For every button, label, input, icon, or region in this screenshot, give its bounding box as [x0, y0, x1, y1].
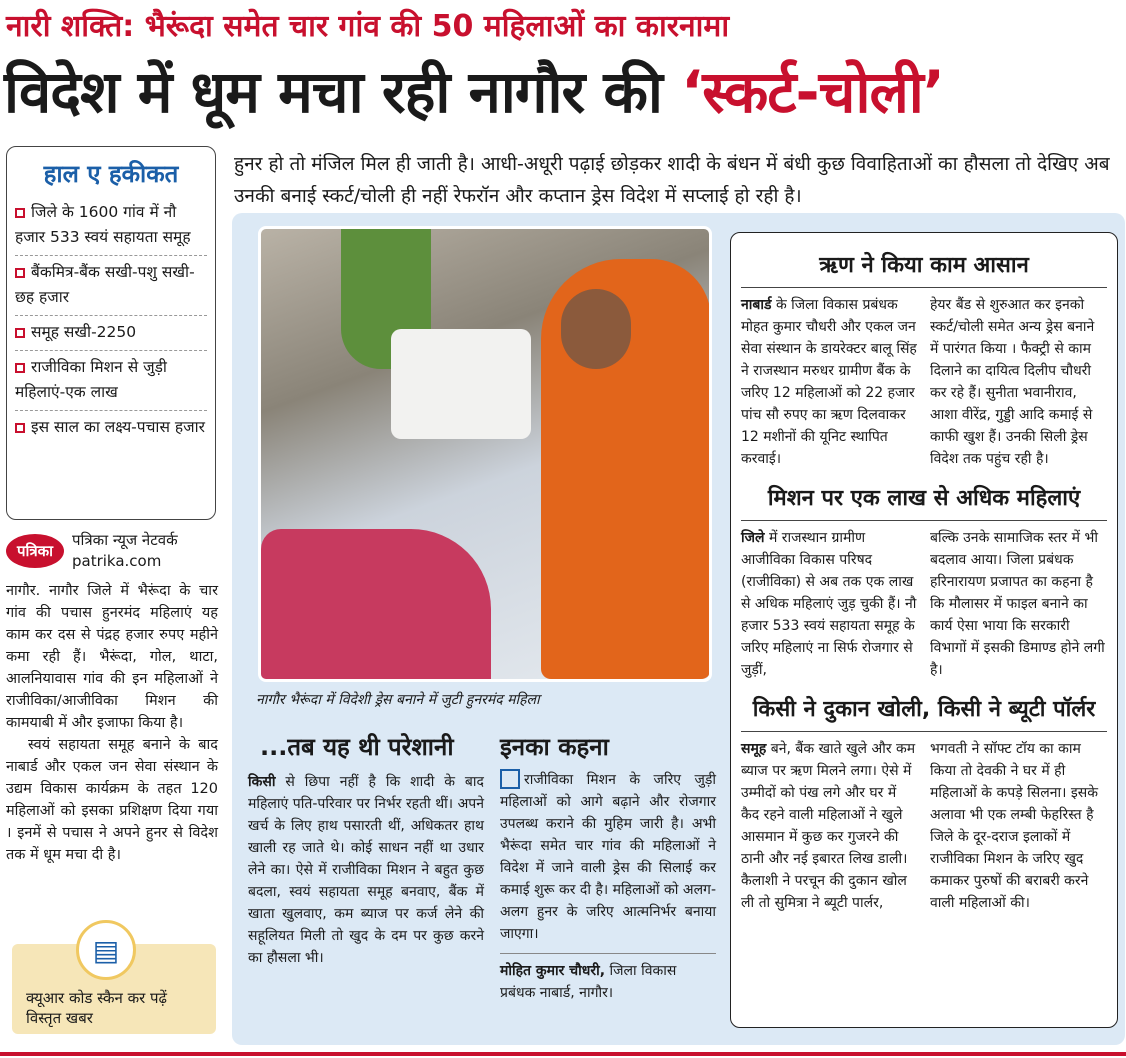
section-body — [741, 294, 1107, 470]
section-title: ऋण ने किया काम आसान — [741, 241, 1107, 288]
quote-column — [500, 730, 716, 1004]
newspaper-icon: ▤ — [76, 920, 136, 980]
section-body — [741, 738, 1107, 914]
square-bullet-icon — [15, 268, 25, 278]
bottom-rule — [0, 1052, 1126, 1056]
section-title: किसी ने दुकान खोली, किसी ने ब्यूटी पॉर्लर — [741, 689, 1107, 732]
section-col-1: समूह बने, बैंक खाते खुले और कम ब्याज पर ऋण मिलने लगा। ऐसे में उम्मीदों को पंख लगे और घर में कैद रहने वाली महिलाओं ने खुले आसमान में कुछ कर गुजरने की ठानी और नई इबारत लिख डाली। कैलाशी ने परचून की दुकान खोल ली तो सुमित्रा ने ब्यूटी पार्लर, — [741, 741, 916, 911]
section-col-2: भगवती ने सॉफ्ट टॉय का काम किया तो देवकी ने घर में ही महिलाओं के कपड़े सिलना। इसके अलावा भी एक लम्बी फेहरिस्त है जिले के दूर-दराज इलाकों में राजीविका मिशन के जरिए खुद कमाकर पुरुषों की बराबरी करने वाली महिलाओं की। — [930, 741, 1098, 911]
body-paragraph: स्वयं सहायता समूह बनाने के बाद नाबार्ड और एकल जन सेवा संस्थान के उद्यम विकास कार्यक्रम के तहत 120 महिलाओं को इसका प्रशिक्षण दिया गया । इनमें से पचास ने अपने हुनर से विदेश तक में धूम मचा दी है। — [6, 737, 218, 863]
kicker — [6, 4, 1120, 44]
kicker-label: नारी शक्ति: — [6, 9, 135, 44]
fact-item: इस साल का लक्ष्य-पचास हजार — [15, 411, 207, 445]
story-photo — [258, 226, 712, 682]
qr-box[interactable] — [12, 933, 216, 1034]
brand-name: पत्रिका न्यूज नेटवर्क — [72, 531, 178, 549]
quote-text: राजीविका मिशन के जरिए जुड़ी महिलाओं को आगे बढ़ाने और रोजगार उपलब्ध कराने की मुहिम जारी है। अभी भैरूंदा समेत चार गांव की महिलाओं ने विदेश में जाने वाली ड्रेस की सिलाई कर कमाई शुरू कर दी है। महिलाओं को अलग-अलग हुनर के जरिए आत्मनिर्भर बनाया जाएगा। — [500, 769, 716, 945]
quote-title: इनका कहना — [500, 733, 609, 761]
problem-column — [248, 730, 484, 969]
section-col-2: बल्कि उनके सामाजिक स्तर में भी बदलाव आया। जिला प्रबंधक हरिनारायण प्रजापत का कहना है कि मौलासर में फाइल बनाने का कार्य ऐसा भाया कि सरकारी विभागों में इसकी डिमाण्ड होने लगी है। — [930, 530, 1105, 678]
quote-byline: मोहित कुमार चौधरी, जिला विकास प्रबंधक नाबार्ड, नागौर। — [500, 953, 716, 1004]
headline — [4, 50, 1122, 140]
headline-highlight: ‘स्कर्ट-चोली’ — [681, 58, 944, 126]
section-title: मिशन पर एक लाख से अधिक महिलाएं — [741, 478, 1107, 521]
problem-text: किसी से छिपा नहीं है कि शादी के बाद महिलाएं पति-परिवार पर निर्भर रहती थीं। अपने खर्च के लिए हाथ पसारती थीं, अधिकतर हाथ खाली रह जाते थे। कोई साधन नहीं था उधार लेने का। ऐसे में राजीविका मिशन ने बहुत कुछ बदला, स्वयं सहायता समूह बनवाए, बैंक में खाता खुलवाए, कम ब्याज पर कर्ज लेने की सहूलियत मिली तो खुद के दम पर कुछ करने का हौसला भी। — [248, 774, 484, 966]
left-body-text — [6, 580, 218, 866]
patrika-logo: पत्रिका — [6, 534, 64, 568]
fact-item: राजीविका मिशन से जुड़ी महिलाएं-एक लाख — [15, 351, 207, 411]
kicker-text: भैरूंदा समेत चार गांव की 50 महिलाओं का कारनामा — [144, 9, 730, 44]
headline-text: विदेश में धूम मचा रही नागौर की — [4, 58, 662, 126]
problem-title: ...तब यह थी परेशानी — [260, 733, 454, 761]
fact-item: जिले के 1600 गांव में नौ हजार 533 स्वयं सहायता समूह — [15, 196, 207, 256]
square-bullet-icon — [15, 208, 25, 218]
brand-site-link[interactable]: patrika.com — [72, 552, 162, 570]
fact-item: समूह सखी-2250 — [15, 316, 207, 351]
brand-block — [6, 526, 216, 576]
qr-text: क्यूआर कोड स्कैन कर पढ़ें विस्तृत खबर — [26, 989, 167, 1027]
square-bullet-icon — [15, 423, 25, 433]
sidebar-title: हाल ए हकीकत — [43, 160, 179, 188]
quote-mark-icon — [500, 769, 520, 789]
body-paragraph: नागौर. नागौर जिले में भैरूंदा के चार गांव की पचास हुनरमंद महिलाएं यह काम कर दस से पंद्रह हजार रुपए महीने कमा रही हैं। भैरूंदा, गोल, थाटा, आलनियावास गांव की इन महिलाओं ने राजीविका/आजीविका मिशन की कामयाबी में और इजाफा किया है। — [6, 583, 218, 731]
square-bullet-icon — [15, 328, 25, 338]
section-col-1: जिले में राजस्थान ग्रामीण आजीविका विकास परिषद (राजीविका) से अब तक एक लाख से अधिक महिलाएं जुड़ चुकी हैं। नौ हजार 533 स्वयं सहायता समूह के जरिए महिलाएं ना सिर्फ रोजगार से जुड़ीं, — [741, 530, 917, 678]
strapline: हुनर हो तो मंजिल मिल ही जाती है। आधी-अधूरी पढ़ाई छोड़कर शादी के बंधन में बंधी कुछ विवाहिताओं का हौसला तो देखिए अब उनकी बनाई स्कर्ट/चोली ही नहीं रेफरॉन और कप्तान ड्रेस विदेश में सप्लाई हो रही है। — [234, 153, 1110, 207]
facts-sidebar — [6, 146, 216, 520]
section-col-1: नाबार्ड के जिला विकास प्रबंधक मोहत कुमार चौधरी और एकल जन सेवा संस्थान के डायरेक्टर बालू सिंह ने राजस्थान मरुधर ग्रामीण बैंक के जरिए 12 महिलाओं को 22 हजार पांच सौ रुपए का ऋण दिलवाकर 12 मशीनों की यूनिट स्थापित करवाई। — [741, 297, 917, 467]
section-body — [741, 527, 1107, 681]
fact-item: बैंकमित्र-बैंक सखी-पशु सखी-छह हजार — [15, 256, 207, 316]
right-boxed-story — [730, 232, 1118, 1028]
square-bullet-icon — [15, 363, 25, 373]
photo-caption: नागौर भैरूंदा में विदेशी ड्रेस बनाने में जुटी हुनरमंद महिला — [256, 692, 540, 708]
section-col-2: हेयर बैंड से शुरुआत कर इनको स्कर्ट/चोली समेत अन्य ड्रेस बनाने में पारंगत किया । फैक्ट्री से काम दिलाने का दायित्व दिलीप चौधरी कर रहे हैं। सुनीता भवानीराव, आशा वीरेंद्र, गुड्डी आदि कमाई से काफी खुश हैं। उनकी सिली ड्रेस विदेश तक पहुंच रही है। — [930, 297, 1095, 467]
